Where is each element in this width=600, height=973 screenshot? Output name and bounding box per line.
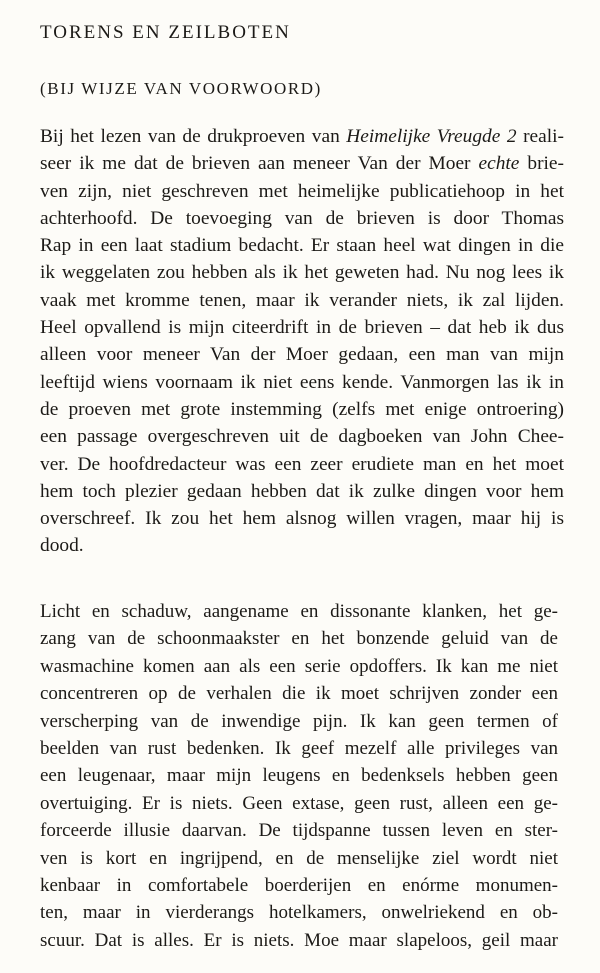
emphasis-italic: echte [478,153,520,175]
paragraph-line: overtuiging. Er is niets. Geen extase, geen rust, alleen een ge- [40,792,558,814]
paragraph-line: achterhoofd. De toevoeging van de brieven is door Thomas [40,207,564,229]
paragraph-line: dood. [40,535,84,557]
paragraph-line: ver. De hoofdredacteur was een zeer erudiete man en het moet [40,453,564,475]
paragraph-line: Bij het lezen van de drukproeven van Heimelijke Vreugde 2 reali- [40,126,564,147]
paragraph-body [40,598,558,954]
paragraph-line: kenbaar in comfortabele boerderijen en enórme monumen- [40,874,558,896]
paragraph-line: seer ik me dat de brieven aan meneer Van der Moer echte brie- [40,153,564,175]
paragraph-line: leeftijd wiens voornaam ik niet eens kende. Vanmorgen las ik in [40,371,564,393]
chapter-subtitle: (BIJ WIJZE VAN VOORWOORD) [40,79,322,98]
paragraph-line: Licht en schaduw, aangename en dissonante klanken, het ge- [40,601,558,622]
paragraph-line: alleen voor meneer Van der Moer gedaan, een man van mijn [40,344,564,366]
paragraph-line: ven is kort en ingrijpend, en de menselijke ziel wordt niet [40,847,558,869]
paragraph-line: overschreef. Ik zou het hem alsnog willen vragen, maar hij is [40,508,564,530]
paragraph-line: vaak met kromme tenen, maar ik verander niets, ik zal lijden. [40,289,564,311]
paragraph-line: ik weggelaten zou hebben als ik het geweten had. Nu nog lees ik [40,262,564,284]
paragraph-line: Heel opvallend is mijn citeerdrift in de brieven – dat heb ik dus [40,317,564,339]
book-title-italic: Heimelijke Vreugde 2 [346,126,517,147]
paragraph-line: wasmachine komen aan als een serie opdoffers. Ik kan me niet [40,655,558,677]
paragraph-line: ven zijn, niet geschreven met heimelijke publicatiehoop in het [40,180,564,202]
paragraph-line: concentreren op de verhalen die ik moet schrijven zonder een [40,683,558,705]
paragraph-line: een leugenaar, maar mijn leugens en bedenksels hebben geen [40,765,558,787]
paragraph-foreword [40,123,564,560]
paragraph-line: verscherping van de inwendige pijn. Ik kan geen termen of [40,710,558,732]
paragraph-line: hem toch plezier gedaan hebben dat ik zulke dingen voor hem [40,480,564,502]
paragraph-line: Rap in een laat stadium bedacht. Er staan heel wat dingen in die [40,235,564,257]
paragraph-line: ten, maar in vierderangs hotelkamers, onwelriekend en ob- [40,902,558,924]
paragraph-line: forceerde illusie daarvan. De tijdspanne tussen leven en ster- [40,820,558,842]
paragraph-line: een passage overgeschreven uit de dagboeken van John Chee- [40,426,564,448]
paragraph-line: scuur. Dat is alles. Er is niets. Moe maar slapeloos, geil maar [40,929,558,951]
paragraph-line: de proeven met grote instemming (zelfs met enige ontroering) [40,398,564,420]
chapter-title: TORENS EN ZEILBOTEN [40,22,291,43]
paragraph-line: beelden van rust bedenken. Ik geef mezelf alle privileges van [40,737,558,759]
paragraph-line: zang van de schoonmaakster en het bonzende geluid van de [40,628,558,650]
